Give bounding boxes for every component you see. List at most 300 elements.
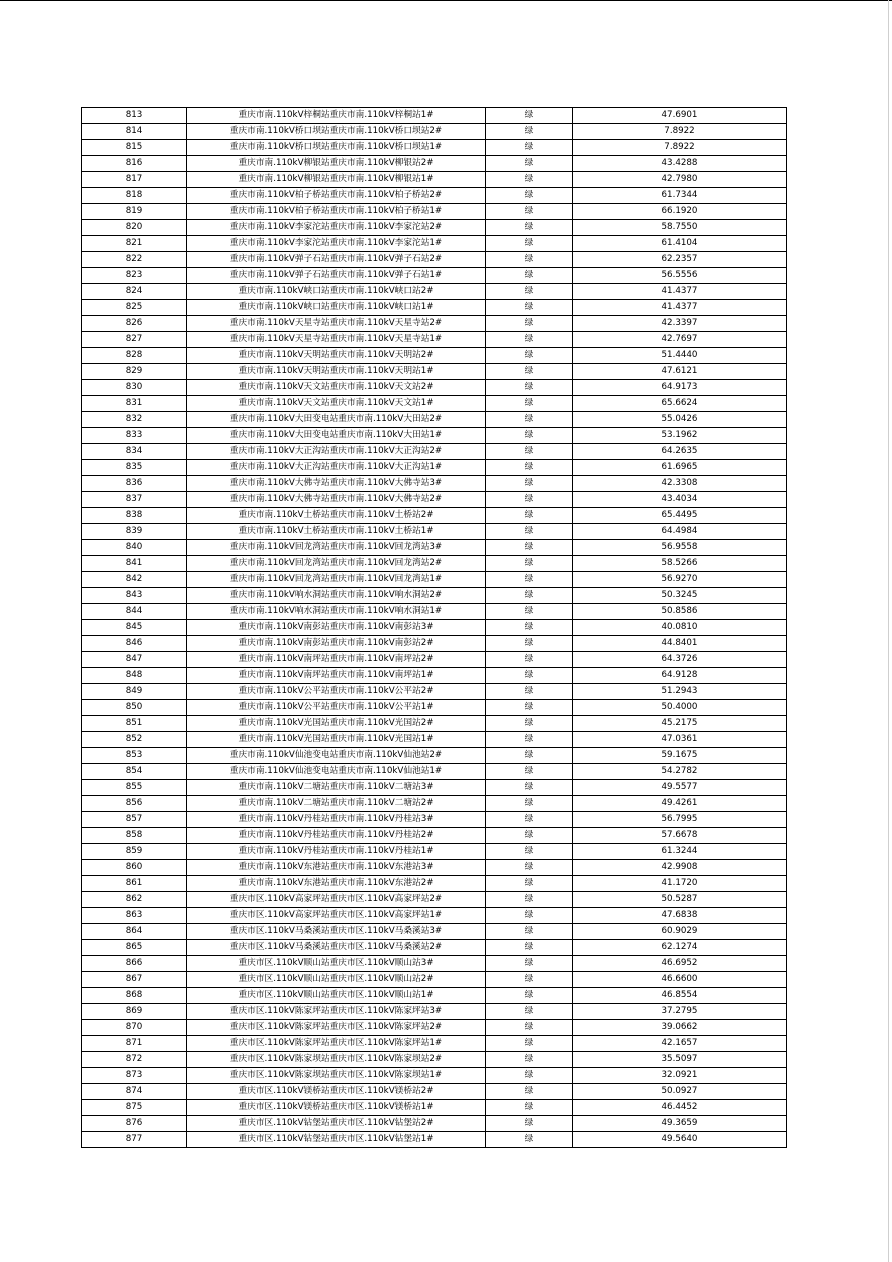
station-name-cell: 重庆市南.110kV南彭站重庆市南.110kV南彭站3# <box>187 620 486 636</box>
row-number-cell: 866 <box>82 956 187 972</box>
station-name-cell: 重庆市南.110kV回龙湾站重庆市南.110kV回龙湾站2# <box>187 556 486 572</box>
status-cell: 绿 <box>486 556 573 572</box>
status-cell: 绿 <box>486 172 573 188</box>
row-number-cell: 814 <box>82 124 187 140</box>
value-cell: 61.6965 <box>573 460 787 476</box>
value-cell: 62.1274 <box>573 940 787 956</box>
table-row <box>82 716 787 732</box>
station-name-cell: 重庆市区.110kV顺山站重庆市区.110kV顺山站3# <box>187 956 486 972</box>
station-name-cell: 重庆市南.110kV大田变电站重庆市南.110kV大田站2# <box>187 412 486 428</box>
station-name-cell: 重庆市南.110kV二塘站重庆市南.110kV二塘站2# <box>187 796 486 812</box>
status-cell: 绿 <box>486 796 573 812</box>
value-cell: 47.6121 <box>573 364 787 380</box>
table-row <box>82 668 787 684</box>
table-row <box>82 476 787 492</box>
status-cell: 绿 <box>486 828 573 844</box>
station-name-cell: 重庆市南.110kV大佛寺站重庆市南.110kV大佛寺站3# <box>187 476 486 492</box>
value-cell: 40.0810 <box>573 620 787 636</box>
station-name-cell: 重庆市南.110kV天文站重庆市南.110kV天文站1# <box>187 396 486 412</box>
value-cell: 50.5287 <box>573 892 787 908</box>
status-cell: 绿 <box>486 988 573 1004</box>
row-number-cell: 823 <box>82 268 187 284</box>
row-number-cell: 857 <box>82 812 187 828</box>
station-name-cell: 重庆市南.110kV丹桂站重庆市南.110kV丹桂站3# <box>187 812 486 828</box>
table-row <box>82 140 787 156</box>
status-cell: 绿 <box>486 460 573 476</box>
station-name-cell: 重庆市南.110kV丹桂站重庆市南.110kV丹桂站1# <box>187 844 486 860</box>
station-name-cell: 重庆市区.110kV陈家坪站重庆市区.110kV陈家坪站3# <box>187 1004 486 1020</box>
table-row <box>82 188 787 204</box>
value-cell: 41.1720 <box>573 876 787 892</box>
status-cell: 绿 <box>486 876 573 892</box>
row-number-cell: 844 <box>82 604 187 620</box>
station-name-cell: 重庆市南.110kV东港站重庆市南.110kV东港站2# <box>187 876 486 892</box>
value-cell: 61.7344 <box>573 188 787 204</box>
value-cell: 64.9173 <box>573 380 787 396</box>
station-name-cell: 重庆市南.110kV大佛寺站重庆市南.110kV大佛寺站2# <box>187 492 486 508</box>
row-number-cell: 855 <box>82 780 187 796</box>
value-cell: 60.9029 <box>573 924 787 940</box>
value-cell: 65.6624 <box>573 396 787 412</box>
status-cell: 绿 <box>486 156 573 172</box>
row-number-cell: 843 <box>82 588 187 604</box>
row-number-cell: 862 <box>82 892 187 908</box>
station-name-cell: 重庆市区.110kV陈家坝站重庆市区.110kV陈家坝站2# <box>187 1052 486 1068</box>
station-name-cell: 重庆市区.110kV镁桥站重庆市区.110kV镁桥站1# <box>187 1100 486 1116</box>
table-row <box>82 556 787 572</box>
status-cell: 绿 <box>486 588 573 604</box>
station-name-cell: 重庆市南.110kV土桥站重庆市南.110kV土桥站1# <box>187 524 486 540</box>
station-name-cell: 重庆市南.110kV南坪站重庆市南.110kV南坪站2# <box>187 652 486 668</box>
table-row <box>82 812 787 828</box>
row-number-cell: 825 <box>82 300 187 316</box>
value-cell: 46.4452 <box>573 1100 787 1116</box>
page-right-edge <box>888 0 889 1262</box>
table-row <box>82 460 787 476</box>
status-cell: 绿 <box>486 1036 573 1052</box>
row-number-cell: 872 <box>82 1052 187 1068</box>
table-row <box>82 412 787 428</box>
station-name-cell: 重庆市南.110kV弹子石站重庆市南.110kV弹子石站2# <box>187 252 486 268</box>
value-cell: 64.3726 <box>573 652 787 668</box>
table-row <box>82 252 787 268</box>
value-cell: 66.1920 <box>573 204 787 220</box>
value-cell: 64.2635 <box>573 444 787 460</box>
table-row <box>82 236 787 252</box>
table-row <box>82 428 787 444</box>
station-name-cell: 重庆市南.110kV公平站重庆市南.110kV公平站1# <box>187 700 486 716</box>
station-name-cell: 重庆市区.110kV钻堡站重庆市区.110kV钻堡站1# <box>187 1132 486 1148</box>
table-row <box>82 652 787 668</box>
table-row <box>82 108 787 124</box>
table-row <box>82 348 787 364</box>
page-top-border <box>0 0 892 1</box>
row-number-cell: 850 <box>82 700 187 716</box>
status-cell: 绿 <box>486 380 573 396</box>
row-number-cell: 836 <box>82 476 187 492</box>
row-number-cell: 877 <box>82 1132 187 1148</box>
station-name-cell: 重庆市南.110kV大田变电站重庆市南.110kV大田站1# <box>187 428 486 444</box>
status-cell: 绿 <box>486 396 573 412</box>
row-number-cell: 813 <box>82 108 187 124</box>
row-number-cell: 861 <box>82 876 187 892</box>
table-row <box>82 1004 787 1020</box>
status-cell: 绿 <box>486 620 573 636</box>
station-name-cell: 重庆市区.110kV顺山站重庆市区.110kV顺山站1# <box>187 988 486 1004</box>
row-number-cell: 848 <box>82 668 187 684</box>
value-cell: 54.2782 <box>573 764 787 780</box>
value-cell: 47.0361 <box>573 732 787 748</box>
station-name-cell: 重庆市区.110kV陈家坝站重庆市区.110kV陈家坝站1# <box>187 1068 486 1084</box>
station-name-cell: 重庆市南.110kV响水洞站重庆市南.110kV响水洞站1# <box>187 604 486 620</box>
station-name-cell: 重庆市南.110kV丹桂站重庆市南.110kV丹桂站2# <box>187 828 486 844</box>
status-cell: 绿 <box>486 204 573 220</box>
station-name-cell: 重庆市南.110kV公平站重庆市南.110kV公平站2# <box>187 684 486 700</box>
row-number-cell: 818 <box>82 188 187 204</box>
station-name-cell: 重庆市南.110kV南彭站重庆市南.110kV南彭站2# <box>187 636 486 652</box>
value-cell: 42.3397 <box>573 316 787 332</box>
station-name-cell: 重庆市南.110kV大正沟站重庆市南.110kV大正沟站1# <box>187 460 486 476</box>
value-cell: 46.6952 <box>573 956 787 972</box>
table-row <box>82 988 787 1004</box>
station-name-cell: 重庆市区.110kV高家坪站重庆市区.110kV高家坪站1# <box>187 908 486 924</box>
table-row <box>82 124 787 140</box>
value-cell: 35.5097 <box>573 1052 787 1068</box>
row-number-cell: 820 <box>82 220 187 236</box>
row-number-cell: 851 <box>82 716 187 732</box>
status-cell: 绿 <box>486 364 573 380</box>
table-row <box>82 604 787 620</box>
station-name-cell: 重庆市南.110kV天星寺站重庆市南.110kV天星寺站1# <box>187 332 486 348</box>
row-number-cell: 841 <box>82 556 187 572</box>
status-cell: 绿 <box>486 540 573 556</box>
station-name-cell: 重庆市南.110kV桥口坝站重庆市南.110kV桥口坝站2# <box>187 124 486 140</box>
station-name-cell: 重庆市南.110kV回龙湾站重庆市南.110kV回龙湾站3# <box>187 540 486 556</box>
row-number-cell: 832 <box>82 412 187 428</box>
value-cell: 7.8922 <box>573 124 787 140</box>
table-row <box>82 764 787 780</box>
status-cell: 绿 <box>486 220 573 236</box>
value-cell: 55.0426 <box>573 412 787 428</box>
value-cell: 7.8922 <box>573 140 787 156</box>
value-cell: 50.8586 <box>573 604 787 620</box>
row-number-cell: 822 <box>82 252 187 268</box>
row-number-cell: 856 <box>82 796 187 812</box>
station-name-cell: 重庆市南.110kV回龙湾站重庆市南.110kV回龙湾站1# <box>187 572 486 588</box>
status-cell: 绿 <box>486 1020 573 1036</box>
table-row <box>82 444 787 460</box>
status-cell: 绿 <box>486 780 573 796</box>
status-cell: 绿 <box>486 892 573 908</box>
table-row <box>82 908 787 924</box>
table-row <box>82 620 787 636</box>
row-number-cell: 873 <box>82 1068 187 1084</box>
station-name-cell: 重庆市南.110kV李家沱站重庆市南.110kV李家沱站2# <box>187 220 486 236</box>
table-row <box>82 892 787 908</box>
row-number-cell: 849 <box>82 684 187 700</box>
status-cell: 绿 <box>486 332 573 348</box>
row-number-cell: 845 <box>82 620 187 636</box>
status-cell: 绿 <box>486 716 573 732</box>
table-row <box>82 284 787 300</box>
station-name-cell: 重庆市南.110kV天明站重庆市南.110kV天明站2# <box>187 348 486 364</box>
value-cell: 56.9558 <box>573 540 787 556</box>
status-cell: 绿 <box>486 284 573 300</box>
station-name-cell: 重庆市南.110kV仙池变电站重庆市南.110kV仙池站1# <box>187 764 486 780</box>
row-number-cell: 853 <box>82 748 187 764</box>
table-row <box>82 924 787 940</box>
row-number-cell: 875 <box>82 1100 187 1116</box>
value-cell: 65.4495 <box>573 508 787 524</box>
row-number-cell: 839 <box>82 524 187 540</box>
value-cell: 49.3659 <box>573 1116 787 1132</box>
table-row <box>82 332 787 348</box>
table-row <box>82 300 787 316</box>
status-cell: 绿 <box>486 300 573 316</box>
station-name-cell: 重庆市南.110kV柏子桥站重庆市南.110kV柏子桥站2# <box>187 188 486 204</box>
station-name-cell: 重庆市南.110kV光国站重庆市南.110kV光国站2# <box>187 716 486 732</box>
row-number-cell: 831 <box>82 396 187 412</box>
station-name-cell: 重庆市南.110kV柏子桥站重庆市南.110kV柏子桥站1# <box>187 204 486 220</box>
row-number-cell: 824 <box>82 284 187 300</box>
value-cell: 41.4377 <box>573 300 787 316</box>
value-cell: 50.3245 <box>573 588 787 604</box>
table-row <box>82 684 787 700</box>
status-cell: 绿 <box>486 524 573 540</box>
table-row <box>82 1052 787 1068</box>
row-number-cell: 817 <box>82 172 187 188</box>
station-name-cell: 重庆市南.110kV弹子石站重庆市南.110kV弹子石站1# <box>187 268 486 284</box>
status-cell: 绿 <box>486 908 573 924</box>
value-cell: 47.6901 <box>573 108 787 124</box>
value-cell: 46.8554 <box>573 988 787 1004</box>
status-cell: 绿 <box>486 812 573 828</box>
station-name-cell: 重庆市南.110kV柳银站重庆市南.110kV柳银站2# <box>187 156 486 172</box>
value-cell: 61.3244 <box>573 844 787 860</box>
value-cell: 56.5556 <box>573 268 787 284</box>
row-number-cell: 840 <box>82 540 187 556</box>
table-row <box>82 956 787 972</box>
row-number-cell: 829 <box>82 364 187 380</box>
status-cell: 绿 <box>486 444 573 460</box>
table-row <box>82 204 787 220</box>
status-cell: 绿 <box>486 252 573 268</box>
table-row <box>82 364 787 380</box>
status-cell: 绿 <box>486 764 573 780</box>
status-cell: 绿 <box>486 316 573 332</box>
table-row <box>82 1100 787 1116</box>
station-name-cell: 重庆市南.110kV天文站重庆市南.110kV天文站2# <box>187 380 486 396</box>
status-cell: 绿 <box>486 1052 573 1068</box>
status-cell: 绿 <box>486 940 573 956</box>
row-number-cell: 863 <box>82 908 187 924</box>
table-row <box>82 540 787 556</box>
row-number-cell: 852 <box>82 732 187 748</box>
value-cell: 53.1962 <box>573 428 787 444</box>
status-cell: 绿 <box>486 684 573 700</box>
station-name-cell: 重庆市南.110kV光国站重庆市南.110kV光国站1# <box>187 732 486 748</box>
row-number-cell: 871 <box>82 1036 187 1052</box>
station-name-cell: 重庆市区.110kV镁桥站重庆市区.110kV镁桥站2# <box>187 1084 486 1100</box>
table-row <box>82 860 787 876</box>
value-cell: 51.4440 <box>573 348 787 364</box>
station-name-cell: 重庆市南.110kV大正沟站重庆市南.110kV大正沟站2# <box>187 444 486 460</box>
value-cell: 57.6678 <box>573 828 787 844</box>
status-cell: 绿 <box>486 412 573 428</box>
station-name-cell: 重庆市南.110kV响水洞站重庆市南.110kV响水洞站2# <box>187 588 486 604</box>
table-row <box>82 700 787 716</box>
row-number-cell: 854 <box>82 764 187 780</box>
station-name-cell: 重庆市区.110kV马桑溪站重庆市区.110kV马桑溪站2# <box>187 940 486 956</box>
value-cell: 61.4104 <box>573 236 787 252</box>
value-cell: 42.7980 <box>573 172 787 188</box>
value-cell: 50.4000 <box>573 700 787 716</box>
station-name-cell: 重庆市南.110kV南坪站重庆市南.110kV南坪站1# <box>187 668 486 684</box>
value-cell: 42.1657 <box>573 1036 787 1052</box>
value-cell: 32.0921 <box>573 1068 787 1084</box>
value-cell: 46.6600 <box>573 972 787 988</box>
table-body <box>82 108 787 1148</box>
status-cell: 绿 <box>486 844 573 860</box>
row-number-cell: 827 <box>82 332 187 348</box>
status-cell: 绿 <box>486 1004 573 1020</box>
value-cell: 47.6838 <box>573 908 787 924</box>
value-cell: 42.9908 <box>573 860 787 876</box>
status-cell: 绿 <box>486 236 573 252</box>
row-number-cell: 860 <box>82 860 187 876</box>
value-cell: 64.4984 <box>573 524 787 540</box>
station-name-cell: 重庆市南.110kV柳银站重庆市南.110kV柳银站1# <box>187 172 486 188</box>
row-number-cell: 869 <box>82 1004 187 1020</box>
row-number-cell: 833 <box>82 428 187 444</box>
station-name-cell: 重庆市南.110kV李家沱站重庆市南.110kV李家沱站1# <box>187 236 486 252</box>
status-cell: 绿 <box>486 668 573 684</box>
table-row <box>82 1036 787 1052</box>
row-number-cell: 828 <box>82 348 187 364</box>
status-cell: 绿 <box>486 476 573 492</box>
row-number-cell: 858 <box>82 828 187 844</box>
value-cell: 39.0662 <box>573 1020 787 1036</box>
table-row <box>82 220 787 236</box>
table-row <box>82 1132 787 1148</box>
table-row <box>82 156 787 172</box>
value-cell: 50.0927 <box>573 1084 787 1100</box>
status-cell: 绿 <box>486 1068 573 1084</box>
value-cell: 45.2175 <box>573 716 787 732</box>
station-name-cell: 重庆市区.110kV陈家坪站重庆市区.110kV陈家坪站1# <box>187 1036 486 1052</box>
table-row <box>82 876 787 892</box>
row-number-cell: 874 <box>82 1084 187 1100</box>
row-number-cell: 819 <box>82 204 187 220</box>
status-cell: 绿 <box>486 124 573 140</box>
table-row <box>82 380 787 396</box>
table-row <box>82 588 787 604</box>
status-cell: 绿 <box>486 1084 573 1100</box>
status-cell: 绿 <box>486 188 573 204</box>
value-cell: 49.4261 <box>573 796 787 812</box>
table-row <box>82 972 787 988</box>
table-row <box>82 748 787 764</box>
status-cell: 绿 <box>486 1132 573 1148</box>
row-number-cell: 876 <box>82 1116 187 1132</box>
station-name-cell: 重庆市区.110kV陈家坪站重庆市区.110kV陈家坪站2# <box>187 1020 486 1036</box>
station-name-cell: 重庆市南.110kV仙池变电站重庆市南.110kV仙池站2# <box>187 748 486 764</box>
status-cell: 绿 <box>486 636 573 652</box>
table-row <box>82 940 787 956</box>
table-row <box>82 1084 787 1100</box>
row-number-cell: 816 <box>82 156 187 172</box>
station-name-cell: 重庆市区.110kV马桑溪站重庆市区.110kV马桑溪站3# <box>187 924 486 940</box>
status-cell: 绿 <box>486 492 573 508</box>
station-name-cell: 重庆市南.110kV东港站重庆市南.110kV东港站3# <box>187 860 486 876</box>
station-name-cell: 重庆市南.110kV土桥站重庆市南.110kV土桥站2# <box>187 508 486 524</box>
row-number-cell: 859 <box>82 844 187 860</box>
value-cell: 58.5266 <box>573 556 787 572</box>
value-cell: 59.1675 <box>573 748 787 764</box>
value-cell: 41.4377 <box>573 284 787 300</box>
table-row <box>82 396 787 412</box>
station-name-cell: 重庆市南.110kV峡口站重庆市南.110kV峡口站1# <box>187 300 486 316</box>
row-number-cell: 835 <box>82 460 187 476</box>
row-number-cell: 821 <box>82 236 187 252</box>
row-number-cell: 815 <box>82 140 187 156</box>
value-cell: 49.5577 <box>573 780 787 796</box>
value-cell: 42.3308 <box>573 476 787 492</box>
table-row <box>82 1116 787 1132</box>
row-number-cell: 834 <box>82 444 187 460</box>
row-number-cell: 830 <box>82 380 187 396</box>
status-cell: 绿 <box>486 860 573 876</box>
table-row <box>82 796 787 812</box>
value-cell: 43.4288 <box>573 156 787 172</box>
status-cell: 绿 <box>486 956 573 972</box>
table-row <box>82 172 787 188</box>
status-cell: 绿 <box>486 572 573 588</box>
table-row <box>82 636 787 652</box>
table-row <box>82 316 787 332</box>
status-cell: 绿 <box>486 924 573 940</box>
row-number-cell: 865 <box>82 940 187 956</box>
status-cell: 绿 <box>486 1100 573 1116</box>
table-row <box>82 1068 787 1084</box>
value-cell: 43.4034 <box>573 492 787 508</box>
status-cell: 绿 <box>486 700 573 716</box>
status-cell: 绿 <box>486 108 573 124</box>
status-cell: 绿 <box>486 604 573 620</box>
status-cell: 绿 <box>486 428 573 444</box>
station-name-cell: 重庆市区.110kV高家坪站重庆市区.110kV高家坪站2# <box>187 892 486 908</box>
table-row <box>82 268 787 284</box>
table-row <box>82 732 787 748</box>
table-row <box>82 780 787 796</box>
value-cell: 42.7697 <box>573 332 787 348</box>
row-number-cell: 837 <box>82 492 187 508</box>
station-name-cell: 重庆市区.110kV顺山站重庆市区.110kV顺山站2# <box>187 972 486 988</box>
value-cell: 44.8401 <box>573 636 787 652</box>
station-name-cell: 重庆市南.110kV天明站重庆市南.110kV天明站1# <box>187 364 486 380</box>
row-number-cell: 838 <box>82 508 187 524</box>
table-row <box>82 508 787 524</box>
status-cell: 绿 <box>486 748 573 764</box>
row-number-cell: 842 <box>82 572 187 588</box>
status-cell: 绿 <box>486 732 573 748</box>
status-cell: 绿 <box>486 348 573 364</box>
table-row <box>82 492 787 508</box>
row-number-cell: 870 <box>82 1020 187 1036</box>
value-cell: 62.2357 <box>573 252 787 268</box>
station-name-cell: 重庆市南.110kV二塘站重庆市南.110kV二塘站3# <box>187 780 486 796</box>
station-name-cell: 重庆市南.110kV桥口坝站重庆市南.110kV桥口坝站1# <box>187 140 486 156</box>
